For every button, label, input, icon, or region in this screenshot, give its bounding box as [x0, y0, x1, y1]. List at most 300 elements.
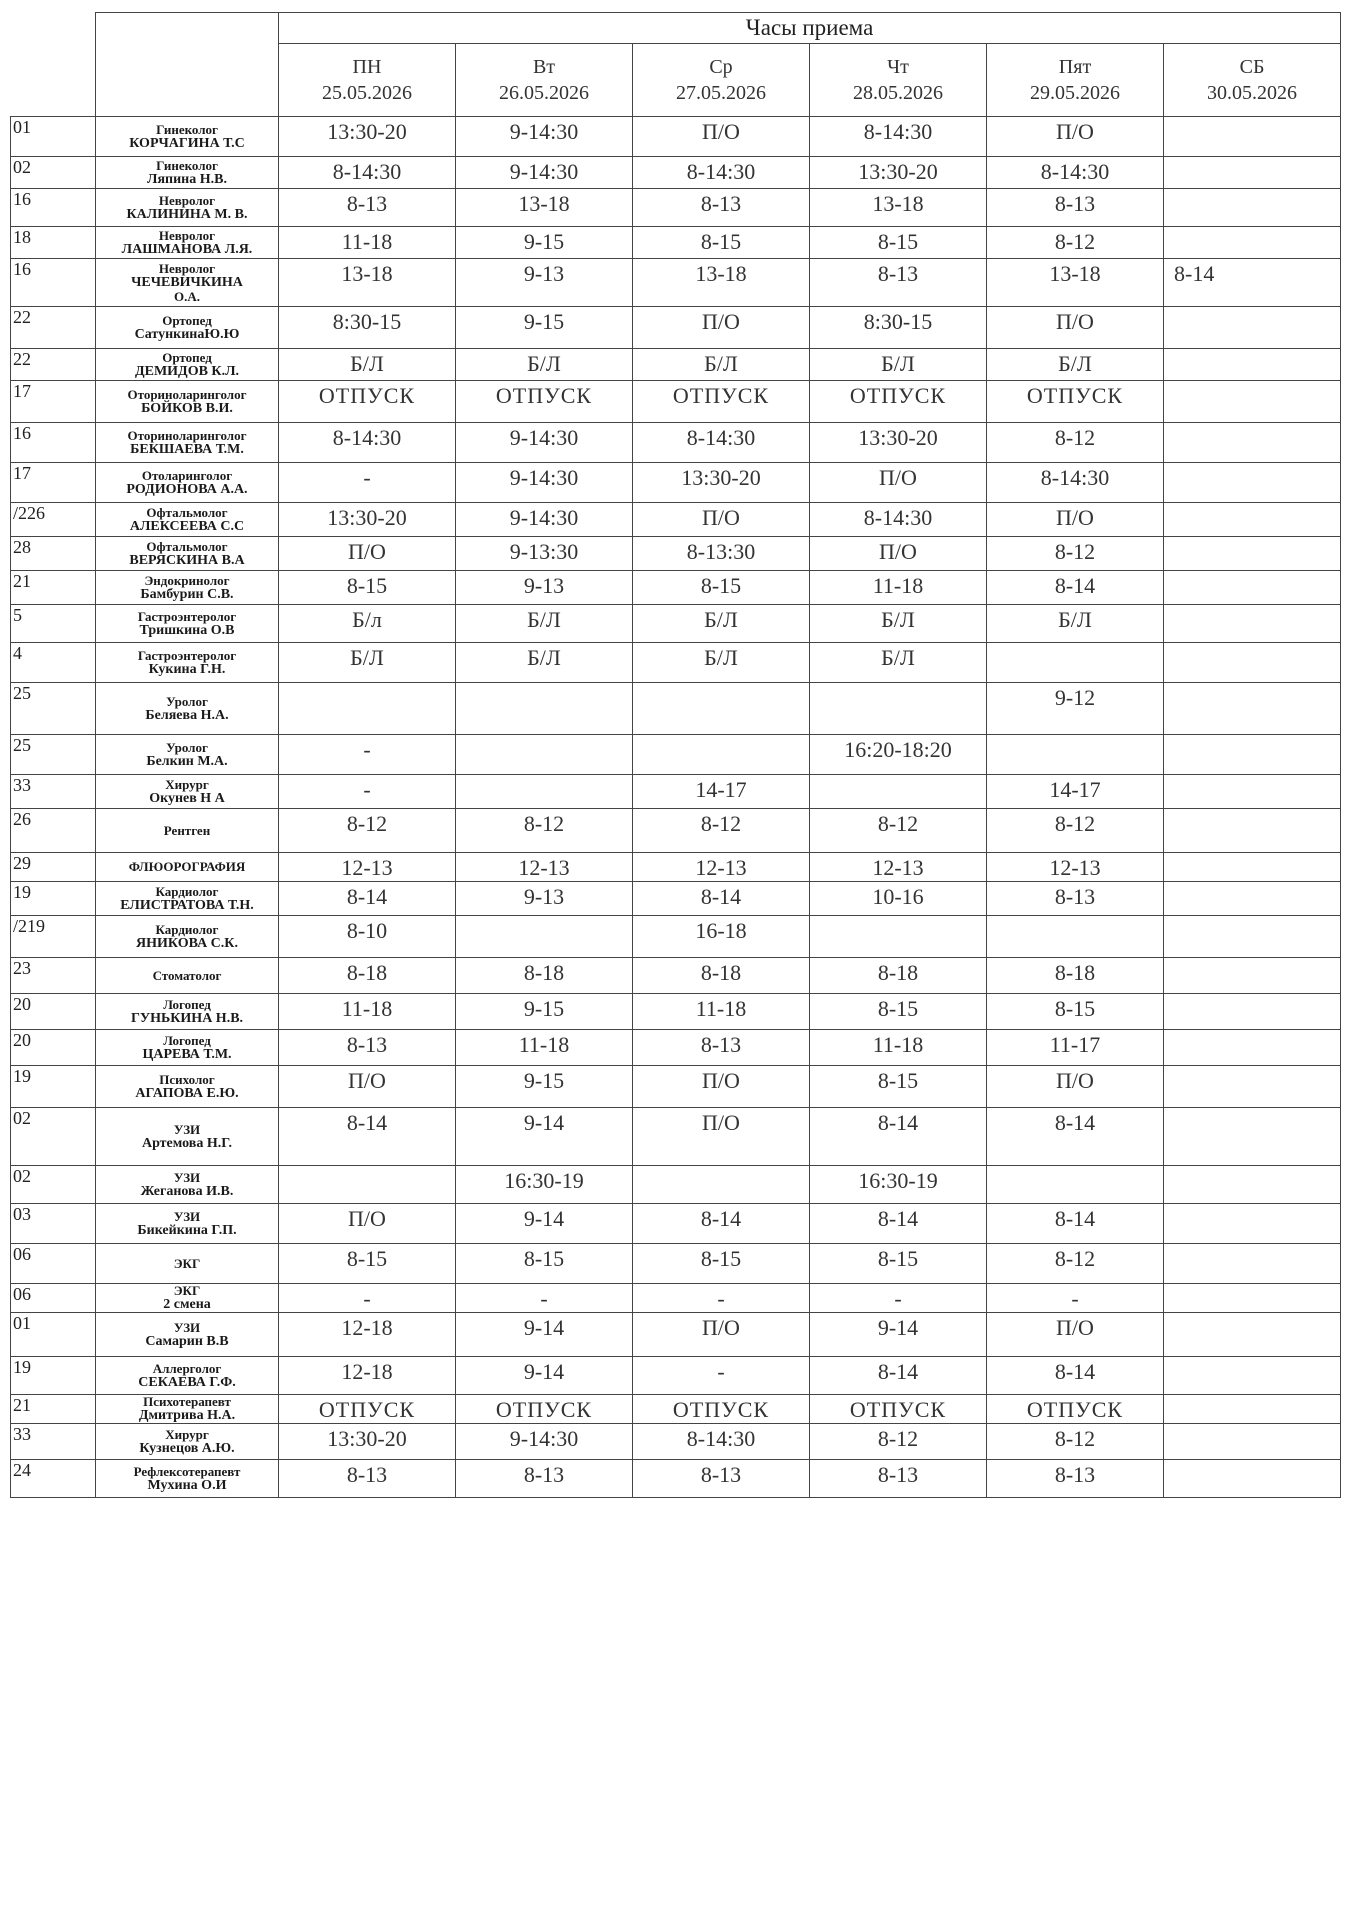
doctor-specialty: Офтальмолог	[146, 538, 228, 554]
doctor-specialty: Рентген	[163, 822, 211, 838]
time-cell: ОТПУСК	[279, 381, 456, 423]
room-number: 01	[11, 1313, 96, 1357]
time-cell: 13-18	[987, 259, 1164, 307]
time-cell: П/О	[987, 117, 1164, 157]
doctor-specialty: УЗИ	[173, 1319, 201, 1335]
time-cell: 8-15	[810, 1066, 987, 1108]
doctor-specialty: Уролог	[166, 693, 208, 709]
time-cell: 11-17	[987, 1030, 1164, 1066]
table-row	[11, 809, 1341, 853]
time-cell: 8-14	[987, 571, 1164, 605]
time-cell	[1164, 117, 1341, 157]
day-date: 26.05.2026	[499, 82, 589, 104]
time-cell: 8-13	[810, 1460, 987, 1498]
doctor-specialty: УЗИ	[173, 1169, 201, 1185]
doctor-specialty: Отоларинголог	[141, 467, 233, 483]
doctor-cell	[96, 683, 279, 735]
time-cell: -	[633, 1284, 810, 1313]
table-row	[11, 1424, 1341, 1460]
table-row	[11, 117, 1341, 157]
time-cell: ОТПУСК	[456, 1395, 633, 1424]
time-cell	[1164, 958, 1341, 994]
table-row	[11, 1460, 1341, 1498]
doctor-name: АГАПОВА Е.Ю.	[135, 1085, 239, 1101]
time-cell: -	[279, 463, 456, 503]
time-cell: 8-14	[987, 1357, 1164, 1395]
time-cell	[810, 916, 987, 958]
time-cell: 11-18	[279, 227, 456, 259]
time-cell: 9-14:30	[456, 117, 633, 157]
doctor-specialty: Логопед	[163, 996, 211, 1012]
time-cell: Б/Л	[810, 643, 987, 683]
time-cell: 9-14:30	[456, 423, 633, 463]
table-row	[11, 1108, 1341, 1166]
doctor-cell	[96, 503, 279, 537]
time-cell: П/О	[633, 117, 810, 157]
time-cell: 9-14:30	[456, 503, 633, 537]
time-cell: 12-13	[633, 853, 810, 882]
room-number: 26	[11, 809, 96, 853]
time-cell	[1164, 1284, 1341, 1313]
room-number: 20	[11, 994, 96, 1030]
time-cell	[1164, 571, 1341, 605]
time-cell	[1164, 1166, 1341, 1204]
time-cell: П/О	[987, 1066, 1164, 1108]
day-date: 29.05.2026	[1030, 82, 1120, 104]
table-row	[11, 1166, 1341, 1204]
doctor-specialty: Хирург	[165, 776, 209, 792]
table-row	[11, 775, 1341, 809]
time-cell: П/О	[633, 503, 810, 537]
time-cell: 9-13	[456, 571, 633, 605]
time-cell: 9-14	[456, 1357, 633, 1395]
time-cell: 9-13	[456, 259, 633, 307]
time-cell: 8-14	[279, 1108, 456, 1166]
time-cell: 8-13	[633, 1460, 810, 1498]
time-cell	[1164, 1313, 1341, 1357]
table-row	[11, 1284, 1341, 1313]
table-row	[11, 643, 1341, 683]
time-cell: 11-18	[633, 994, 810, 1030]
time-cell: 8-14	[810, 1204, 987, 1244]
doctor-name: ДЕМИДОВ К.Л.	[134, 363, 239, 379]
time-cell: 8-12	[987, 227, 1164, 259]
doctor-name: Артемова Н.Г.	[141, 1135, 233, 1151]
table-row	[11, 605, 1341, 643]
time-cell: 13:30-20	[279, 117, 456, 157]
time-cell: 11-18	[279, 994, 456, 1030]
doctor-cell	[96, 381, 279, 423]
time-cell: 8-12	[987, 1424, 1164, 1460]
time-cell: 12-13	[987, 853, 1164, 882]
time-cell: -	[279, 775, 456, 809]
time-cell: ОТПУСК	[456, 381, 633, 423]
schedule-sheet	[10, 12, 1340, 1498]
doctor-specialty: Гастроэнтеролог	[137, 608, 237, 624]
time-cell	[456, 916, 633, 958]
doctor-cell	[96, 117, 279, 157]
room-number: 16	[11, 189, 96, 227]
time-cell	[633, 735, 810, 775]
time-cell	[987, 916, 1164, 958]
time-cell: -	[279, 735, 456, 775]
doctor-cell	[96, 537, 279, 571]
room-number: 23	[11, 958, 96, 994]
doctor-name: СатункинаЮ.Ю	[134, 326, 240, 342]
day-date: 27.05.2026	[676, 82, 766, 104]
time-cell	[810, 775, 987, 809]
room-number: 01	[11, 117, 96, 157]
time-cell: Б/Л	[633, 349, 810, 381]
room-number: 02	[11, 1166, 96, 1204]
table-row	[11, 1244, 1341, 1284]
time-cell: ОТПУСК	[810, 1395, 987, 1424]
doctor-cell	[96, 1066, 279, 1108]
doctor-cell	[96, 1166, 279, 1204]
room-number: 4	[11, 643, 96, 683]
doctor-cell	[96, 1313, 279, 1357]
time-cell: 8-14:30	[633, 157, 810, 189]
table-row	[11, 157, 1341, 189]
room-number: /219	[11, 916, 96, 958]
table-row	[11, 735, 1341, 775]
time-cell: 8-15	[810, 1244, 987, 1284]
room-number: 29	[11, 853, 96, 882]
time-cell: 8-15	[987, 994, 1164, 1030]
time-cell: П/О	[633, 1066, 810, 1108]
day-name: ПН	[352, 56, 382, 78]
time-cell: 16:30-19	[810, 1166, 987, 1204]
time-cell	[810, 683, 987, 735]
time-cell	[1164, 882, 1341, 916]
time-cell	[1164, 1357, 1341, 1395]
table-row	[11, 571, 1341, 605]
doctor-cell	[96, 994, 279, 1030]
time-cell	[987, 735, 1164, 775]
time-cell: 8-18	[987, 958, 1164, 994]
time-cell	[456, 683, 633, 735]
doctor-cell	[96, 958, 279, 994]
time-cell: 8-15	[279, 571, 456, 605]
room-number: 21	[11, 571, 96, 605]
time-cell	[1164, 1108, 1341, 1166]
day-name: Чт	[887, 56, 909, 78]
doctor-cell	[96, 916, 279, 958]
time-cell	[279, 683, 456, 735]
table-row	[11, 189, 1341, 227]
time-cell: 12-13	[279, 853, 456, 882]
room-number: 25	[11, 735, 96, 775]
day-header	[987, 44, 1164, 117]
doctor-specialty: Гинеколог	[156, 121, 218, 137]
doctor-cell	[96, 227, 279, 259]
room-number: 17	[11, 381, 96, 423]
doctor-specialty: Кардиолог	[155, 921, 219, 937]
time-cell: Б/л	[279, 605, 456, 643]
day-header	[279, 44, 456, 117]
time-cell	[1164, 1066, 1341, 1108]
doctor-name: КАЛИНИНА М. В.	[126, 206, 248, 222]
time-cell: 13-18	[810, 189, 987, 227]
time-cell	[987, 643, 1164, 683]
time-cell: 16:30-19	[456, 1166, 633, 1204]
time-cell	[1164, 1030, 1341, 1066]
room-number: 5	[11, 605, 96, 643]
doctor-name: ЛАШМАНОВА Л.Я.	[121, 241, 253, 257]
table-row	[11, 463, 1341, 503]
time-cell: 8-12	[456, 809, 633, 853]
doctor-cell	[96, 259, 279, 307]
doctor-specialty: Невролог	[158, 227, 216, 243]
time-cell: 8-12	[810, 1424, 987, 1460]
table-row	[11, 1204, 1341, 1244]
doctor-cell	[96, 349, 279, 381]
time-cell: 8-13	[987, 882, 1164, 916]
doctor-cell	[96, 463, 279, 503]
time-cell: 11-18	[810, 571, 987, 605]
table-row	[11, 882, 1341, 916]
time-cell: 14-17	[633, 775, 810, 809]
time-cell: 8-13	[987, 189, 1164, 227]
room-number: 22	[11, 349, 96, 381]
time-cell: 8-13	[633, 189, 810, 227]
doctor-name: СЕКАЕВА Г.Ф.	[138, 1374, 236, 1390]
time-cell: Б/Л	[633, 605, 810, 643]
day-header	[1164, 44, 1341, 117]
doctor-specialty: Оториноларинголог	[127, 427, 247, 443]
room-number: 19	[11, 1357, 96, 1395]
time-cell: П/О	[633, 1313, 810, 1357]
table-row	[11, 537, 1341, 571]
time-cell: 9-15	[456, 1066, 633, 1108]
doctor-cell	[96, 1460, 279, 1498]
doctor-name: Дмитрива Н.А.	[138, 1408, 236, 1423]
time-cell: 13-18	[633, 259, 810, 307]
doctor-name: Бикейкина Г.П.	[137, 1222, 237, 1238]
time-cell: 9-14	[456, 1204, 633, 1244]
time-cell: П/О	[987, 503, 1164, 537]
doctor-specialty: Аллерголог	[152, 1360, 222, 1376]
time-cell: 8-14	[633, 1204, 810, 1244]
day-name: Ср	[709, 56, 733, 78]
doctor-name: БОЙКОВ В.И.	[141, 400, 233, 416]
time-cell: 10-16	[810, 882, 987, 916]
time-cell: Б/Л	[987, 349, 1164, 381]
room-number: 33	[11, 1424, 96, 1460]
doctor-cell	[96, 423, 279, 463]
time-cell: 8-12	[987, 809, 1164, 853]
doctor-specialty: Гастроэнтеролог	[137, 647, 237, 663]
doctor-name: Окунев Н А	[149, 790, 225, 806]
doctor-cell	[96, 189, 279, 227]
time-cell: 9-14	[810, 1313, 987, 1357]
time-cell: 8-13	[279, 1030, 456, 1066]
doctor-name: ЕЛИСТРАТОВА Т.Н.	[120, 897, 254, 913]
time-cell: 8-13	[279, 1460, 456, 1498]
day-header	[633, 44, 810, 117]
time-cell: П/О	[633, 307, 810, 349]
time-cell	[1164, 809, 1341, 853]
time-cell: 9-13:30	[456, 537, 633, 571]
time-cell: 8-12	[987, 537, 1164, 571]
table-row	[11, 916, 1341, 958]
time-cell: -	[456, 1284, 633, 1313]
time-cell: 8-14:30	[987, 157, 1164, 189]
doctor-specialty: Офтальмолог	[146, 504, 228, 520]
doctor-cell	[96, 1244, 279, 1284]
table-row	[11, 994, 1341, 1030]
time-cell: П/О	[279, 537, 456, 571]
doctor-cell	[96, 775, 279, 809]
doctor-name: Жеганова И.В.	[140, 1183, 234, 1199]
room-header	[11, 13, 96, 117]
time-cell: 8:30-15	[810, 307, 987, 349]
doctor-name: ЯНИКОВА С.К.	[136, 935, 238, 951]
doctor-specialty: УЗИ	[173, 1121, 201, 1137]
time-cell: 8-14:30	[279, 423, 456, 463]
doctor-specialty: Гинеколог	[156, 157, 218, 173]
doctor-name: ЦАРЕВА Т.М.	[142, 1046, 232, 1062]
day-name: Пят	[1058, 56, 1092, 78]
time-cell: П/О	[810, 537, 987, 571]
time-cell	[1164, 157, 1341, 189]
room-number: 33	[11, 775, 96, 809]
doctor-specialty: Психотерапевт	[143, 1394, 231, 1409]
room-number: 24	[11, 1460, 96, 1498]
doctor-cell	[96, 1108, 279, 1166]
time-cell: 8-13	[633, 1030, 810, 1066]
header-title-row	[11, 13, 1341, 44]
time-cell: 8-12	[633, 809, 810, 853]
room-number: 20	[11, 1030, 96, 1066]
time-cell	[1164, 189, 1341, 227]
doctor-name: Бамбурин С.В.	[140, 586, 234, 602]
doctor-name: Беляева Н.А.	[145, 707, 229, 723]
time-cell	[1164, 605, 1341, 643]
time-cell	[456, 775, 633, 809]
time-cell: Б/Л	[633, 643, 810, 683]
time-cell: 9-14	[456, 1313, 633, 1357]
time-cell: -	[279, 1284, 456, 1313]
doctor-cell	[96, 1204, 279, 1244]
time-cell: 8-15	[810, 994, 987, 1030]
room-number: 21	[11, 1395, 96, 1424]
time-cell: 12-13	[810, 853, 987, 882]
time-cell: 8-14:30	[633, 423, 810, 463]
time-cell: Б/Л	[279, 643, 456, 683]
doctor-cell	[96, 605, 279, 643]
time-cell: 13:30-20	[810, 423, 987, 463]
schedule-table	[10, 12, 1341, 1498]
time-cell: 12-18	[279, 1313, 456, 1357]
time-cell	[1164, 916, 1341, 958]
time-cell: 12-13	[456, 853, 633, 882]
time-cell: П/О	[810, 463, 987, 503]
time-cell: П/О	[987, 307, 1164, 349]
time-cell: 11-18	[456, 1030, 633, 1066]
time-cell: 8-15	[810, 227, 987, 259]
doctor-cell	[96, 157, 279, 189]
time-cell: Б/Л	[279, 349, 456, 381]
time-cell: 8-15	[633, 1244, 810, 1284]
time-cell: ОТПУСК	[810, 381, 987, 423]
time-cell: ОТПУСК	[987, 381, 1164, 423]
room-number: 17	[11, 463, 96, 503]
doctor-specialty: ЭКГ	[173, 1283, 201, 1298]
time-cell: 8-15	[633, 571, 810, 605]
time-cell: -	[987, 1284, 1164, 1313]
time-cell: Б/Л	[810, 605, 987, 643]
time-cell: 8-12	[279, 809, 456, 853]
room-number: 22	[11, 307, 96, 349]
time-cell: 9-14:30	[456, 157, 633, 189]
time-cell: П/О	[279, 1066, 456, 1108]
time-cell	[1164, 1244, 1341, 1284]
time-cell: 13:30-20	[279, 1424, 456, 1460]
time-cell: 8-14	[810, 1108, 987, 1166]
time-cell: 8-14:30	[810, 117, 987, 157]
time-cell: 8-13:30	[633, 537, 810, 571]
doctor-specialty: УЗИ	[173, 1208, 201, 1224]
time-cell: 8-14:30	[810, 503, 987, 537]
time-cell	[1164, 381, 1341, 423]
time-cell: П/О	[987, 1313, 1164, 1357]
time-cell: 16:20-18:20	[810, 735, 987, 775]
doctor-name: Кукина Г.Н.	[148, 661, 226, 677]
doctor-cell	[96, 1284, 279, 1313]
table-row	[11, 1030, 1341, 1066]
time-cell: 8-18	[633, 958, 810, 994]
doctor-name: 2 смена	[163, 1297, 211, 1312]
time-cell: Б/Л	[456, 643, 633, 683]
page-title: Часы приема	[279, 13, 1341, 44]
schedule-body	[11, 117, 1341, 1498]
time-cell: 8-14	[987, 1204, 1164, 1244]
doctor-specialty: Стоматолог	[152, 967, 222, 983]
time-cell	[1164, 349, 1341, 381]
time-cell: 9-13	[456, 882, 633, 916]
time-cell: 8-13	[279, 189, 456, 227]
table-row	[11, 349, 1341, 381]
doctor-name: Мухина О.И	[147, 1477, 227, 1493]
time-cell: 14-17	[987, 775, 1164, 809]
doctor-name: ГУНЬКИНА Н.В.	[130, 1010, 244, 1026]
time-cell: 8-10	[279, 916, 456, 958]
time-cell: 13:30-20	[810, 157, 987, 189]
table-row	[11, 423, 1341, 463]
time-cell	[633, 1166, 810, 1204]
time-cell	[633, 683, 810, 735]
doctor-specialty: Невролог	[158, 192, 216, 208]
doctor-specialty: ФЛЮОРОГРАФИЯ	[128, 859, 246, 874]
doctor-name: Тришкина О.В	[139, 622, 235, 638]
time-cell: 13-18	[279, 259, 456, 307]
time-cell: Б/Л	[456, 605, 633, 643]
time-cell: 8-14:30	[987, 463, 1164, 503]
time-cell: 13:30-20	[279, 503, 456, 537]
doctor-cell	[96, 735, 279, 775]
time-cell	[1164, 307, 1341, 349]
table-row	[11, 381, 1341, 423]
time-cell: 13-18	[456, 189, 633, 227]
time-cell: 8-14	[987, 1108, 1164, 1166]
time-cell: Б/Л	[987, 605, 1164, 643]
day-date: 25.05.2026	[322, 82, 412, 104]
day-header	[456, 44, 633, 117]
table-row	[11, 1066, 1341, 1108]
time-cell	[1164, 227, 1341, 259]
doctor-specialty: Хирург	[165, 1426, 209, 1442]
